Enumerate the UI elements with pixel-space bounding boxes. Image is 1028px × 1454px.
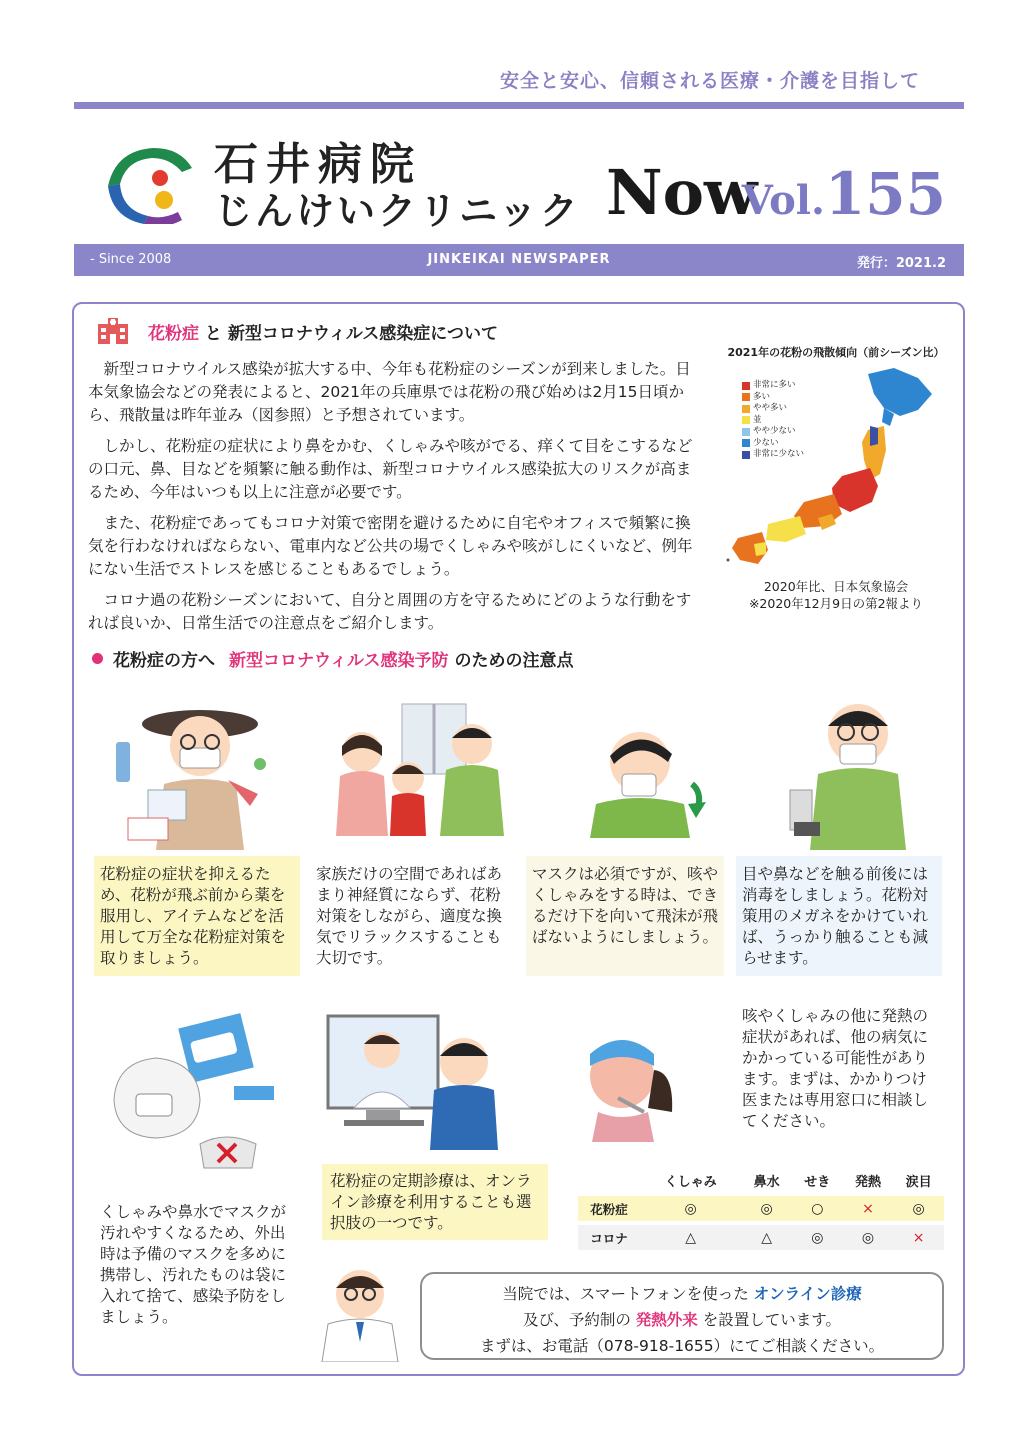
man-disinfecting-hands-icon — [782, 690, 932, 850]
hospital-logo-icon — [102, 140, 194, 224]
title-rest: と 新型コロナウィルス感染症について — [199, 323, 498, 344]
table-cell: ○ — [792, 1196, 843, 1221]
title-accent: 花粉症 — [148, 323, 199, 344]
hospital-name: 石井病院 — [214, 139, 422, 190]
section-title — [96, 316, 498, 346]
tip-cough-etiquette: マスクは必須ですが、咳やくしゃみをする時は、できるだけ下を向いて飛沫が飛ばないようにしましょう。 — [526, 856, 724, 976]
table-cell: ◎ — [741, 1196, 792, 1221]
now-logo: Now — [606, 156, 758, 229]
legend-swatch — [742, 405, 750, 413]
map-title: 2021年の花粉の飛散傾向（前シーズン比） — [727, 346, 945, 359]
tip-fever: 咳やくしゃみの他に発熱の症状があれば、他の病気にかかっている可能性があります。まずは、かかりつけ医または専用窓口に相談してください。 — [742, 1007, 929, 1130]
table-row — [578, 1225, 944, 1250]
legend-swatch — [742, 451, 750, 459]
intro-paragraph: コロナ過の花粉シーズンにおいて、自分と周囲の方を守るためにどのような行動をすれば良いか、日常生活での注意点をご紹介します。 — [88, 591, 692, 632]
intro-text — [88, 358, 702, 643]
table-cell: ◎ — [843, 1225, 894, 1250]
table-cell: × — [893, 1225, 944, 1250]
legend-item: やや少ない — [742, 426, 804, 438]
legend-item: 並 — [742, 415, 804, 427]
notice-bubble — [420, 1272, 944, 1360]
issue-date: 発行：2021.2 — [856, 256, 946, 271]
intro-paragraph: 新型コロナウイルス感染が拡大する中、今年も花粉症のシーズンが到来しました。日本気象協会などの発表によると、2021年の兵庫県では花粉の飛び始めは2月15日頃から、飛散量は昨年並み（図参照）と予想されています。 — [88, 360, 691, 424]
newspaper-band — [74, 244, 964, 276]
tagline: 安全と安心、信頼される医療・介護を目指して — [499, 70, 920, 92]
map-legend — [742, 380, 804, 461]
newspaper-name: JINKEIKAI NEWSPAPER — [427, 252, 611, 267]
family-sitting-icon — [322, 696, 512, 846]
vol-value: 155 — [824, 160, 946, 228]
tip-online-consult: 花粉症の定期診療は、オンライン診療を利用することも選択肢の一つです。 — [322, 1164, 548, 1240]
column-header: 発熱 — [854, 1174, 881, 1190]
tip-medicine: 花粉症の症状を抑えるため、花粉が飛ぶ前から薬を服用し、アイテムなどを活用して万全な花粉症対策を取りましょう。 — [94, 856, 300, 976]
notice-line: 及び、予約制の 発熱外来 を設置しています。 — [522, 1311, 842, 1329]
legend-swatch — [742, 416, 750, 424]
intro-paragraph: しかし、花粉症の症状により鼻をかむ、くしゃみや咳がでる、痒くて目をこするなどの口元、鼻、目などを頻繁に触る動作は、新型コロナウイルス感染拡大のリスクが高まるため、今年はいつも以上に注意が必要です。 — [88, 437, 693, 501]
legend-item: 多い — [742, 392, 804, 404]
notice-phone-line: まずは、お電話（078-918-1655）にてご相談ください。 — [479, 1337, 885, 1355]
table-cell: ◎ — [792, 1225, 843, 1250]
table-cell: △ — [741, 1225, 792, 1250]
symptom-table — [578, 1164, 944, 1254]
online-consult-link: オンライン診療 — [753, 1285, 862, 1303]
person-coughing-icon — [580, 718, 720, 838]
mask-disposal-icon — [106, 1010, 276, 1170]
row-label: 花粉症 — [578, 1196, 640, 1221]
column-header: 涙目 — [905, 1174, 932, 1190]
legend-item: やや多い — [742, 403, 804, 415]
table-row — [578, 1196, 944, 1221]
map-source: 2020年比、日本気象協会 ※2020年12月9日の第2報より — [748, 579, 924, 611]
hospital-building-icon — [96, 318, 130, 344]
table-header-row — [578, 1168, 944, 1192]
table-cell: ◎ — [893, 1196, 944, 1221]
tip-disinfect: 目や鼻などを触る前後には消毒をしましょう。花粉対策用のメガネをかけていれば、うっかり触ることも減らせます。 — [736, 856, 942, 976]
column-header: くしゃみ — [664, 1174, 717, 1190]
table-cell: △ — [640, 1225, 741, 1250]
fever-clinic-label: 発熱外来 — [635, 1311, 698, 1329]
legend-item: 非常に少ない — [742, 449, 804, 461]
column-header: 鼻水 — [753, 1174, 780, 1190]
volume-number — [742, 160, 946, 228]
legend-swatch — [742, 428, 750, 436]
intro-paragraph: また、花粉症であってもコロナ対策で密閉を避けるために自宅やオフィスで頻繁に換気を行わなければならない、電車内など公共の場でくしゃみや咳がしにくいなど、例年にない生活でストレスを感じることもあるでしょう。 — [88, 514, 693, 578]
tip-ventilation: 家族だけの空間であればあまり神経質にならず、花粉対策をしながら、適度な換気でリラックスすることも大切です。 — [316, 865, 503, 967]
online-consultation-icon — [324, 1010, 500, 1150]
pollen-map-figure — [718, 344, 954, 614]
legend-swatch — [742, 393, 750, 401]
child-with-fever-icon — [578, 1012, 688, 1142]
header-rule — [74, 102, 964, 109]
doctor-icon — [316, 1262, 406, 1362]
row-label: コロナ — [578, 1225, 640, 1250]
woman-with-medicine-icon — [108, 690, 278, 850]
vol-label: Vol. — [741, 177, 825, 224]
tips-heading: 花粉症の方へ 新型コロナウィルス感染予防 のための注意点 — [92, 646, 573, 671]
clinic-name: じんけいクリニック — [214, 188, 581, 233]
masthead — [74, 118, 964, 240]
bullet-dot-icon — [92, 653, 103, 664]
legend-swatch — [742, 439, 750, 447]
legend-swatch — [742, 382, 750, 390]
table-cell: ◎ — [640, 1196, 741, 1221]
legend-item: 少ない — [742, 438, 804, 450]
column-header: せき — [804, 1174, 831, 1190]
tip-spare-mask: くしゃみや鼻水でマスクが汚れやすくなるため、外出時は予備のマスクを多めに携帯し、汚れたものは袋に入れて捨て、感染予防をしましょう。 — [100, 1203, 287, 1326]
legend-item: 非常に多い — [742, 380, 804, 392]
table-cell: × — [843, 1196, 894, 1221]
since-label: - Since 2008 — [90, 252, 172, 267]
notice-line: 当院では、スマートフォンを使った オンライン診療 — [502, 1285, 862, 1303]
